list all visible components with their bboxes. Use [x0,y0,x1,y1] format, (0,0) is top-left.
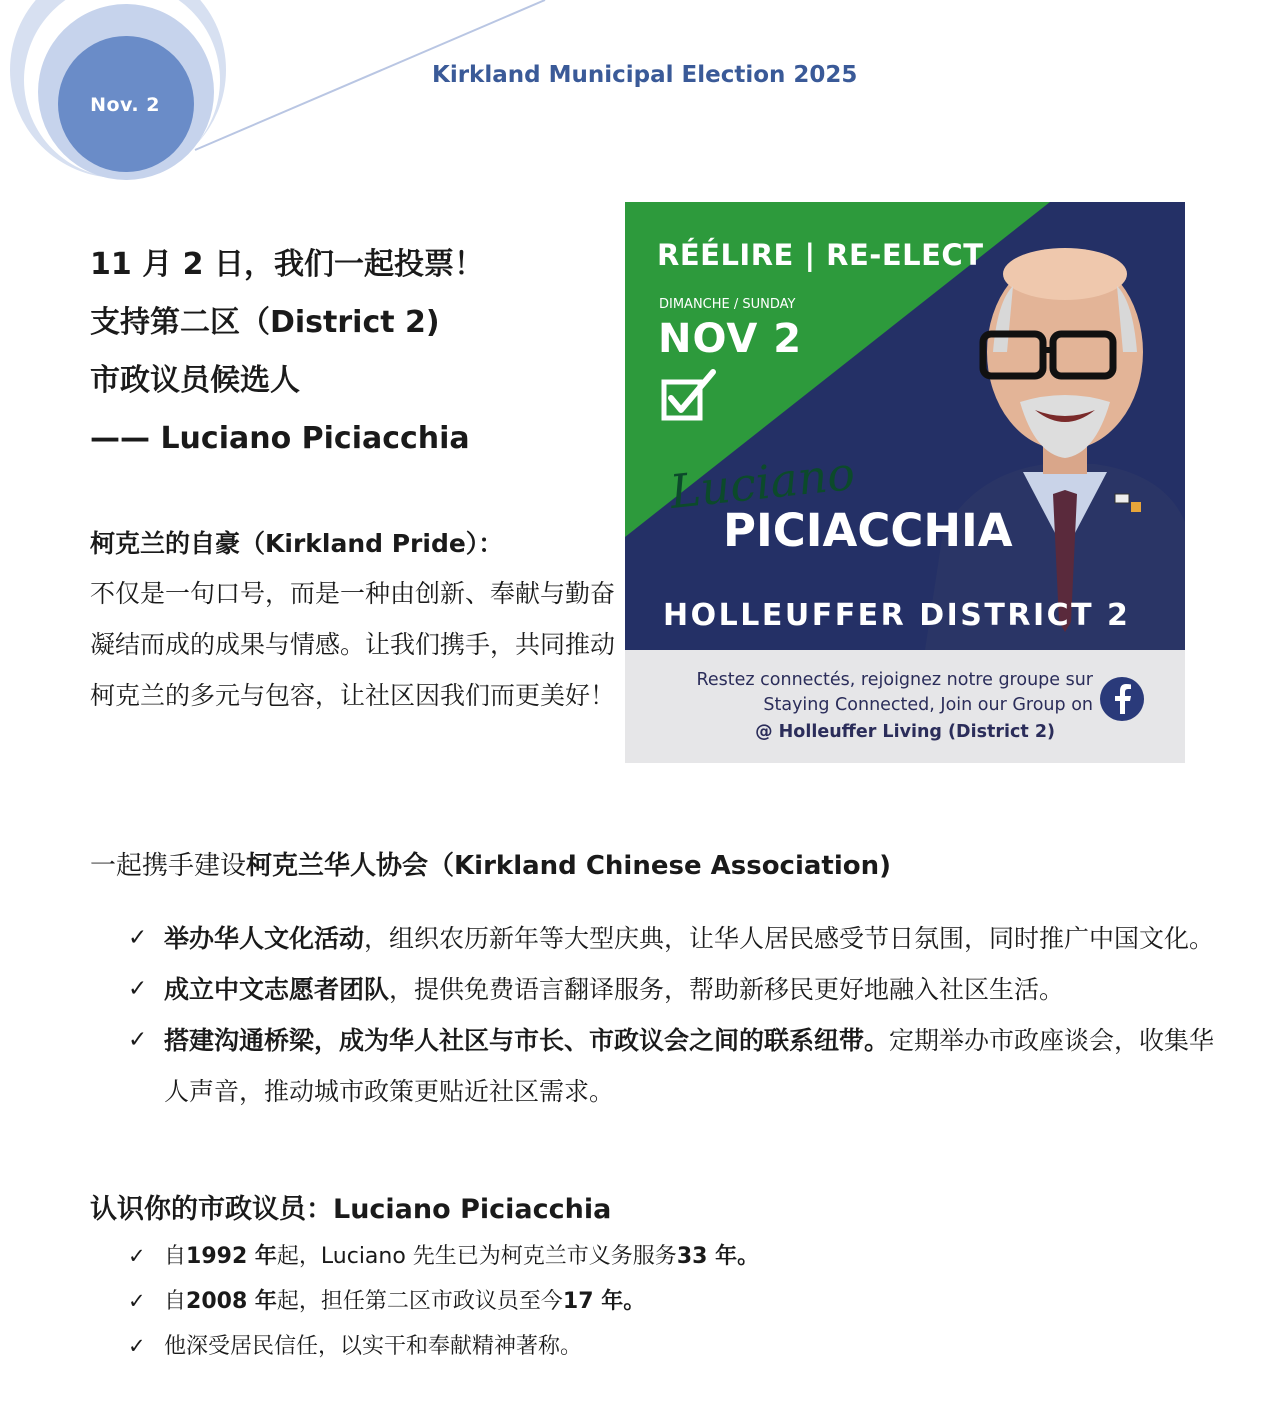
association-prefix: 一起携手建设 [90,851,247,881]
headline [90,236,484,468]
poster-district: HOLLEUFFER DISTRICT 2 [663,598,1131,633]
kirkland-pride-section [90,520,615,721]
headline-line-2: 支持第二区（District 2) [90,305,440,340]
item-text: 自 [164,1289,187,1314]
association-heading [90,842,891,890]
poster-footer [625,650,1185,763]
facebook-icon [1099,676,1145,722]
item-bold: 举办华人文化活动 [164,924,365,953]
headline-line-1: 11 月 2 日，我们一起投票！ [90,247,484,282]
association-list [128,913,1218,1117]
check-icon: ✓ [128,1289,146,1313]
poster-footer-fr: Restez connectés, rejoignez notre groupe sur [696,670,1093,690]
poster-date: NOV 2 [658,316,803,362]
date-badge: Nov. 2 [90,94,160,116]
ballot-check-icon [661,368,717,424]
item-text: 他深受居民信任，以实干和奉献精神著称。 [164,1334,583,1359]
page-title: Kirkland Municipal Election 2025 [432,62,858,88]
list-item [128,1324,759,1369]
pride-body: 不仅是一句口号，而是一种由创新、奉献与勤奋凝结而成的成果与情感。让我们携手，共同推动柯克兰的多元与包容，让社区因我们而更美好！ [90,579,616,710]
check-icon: ✓ [128,1027,148,1053]
check-icon: ✓ [128,1244,146,1268]
headline-line-3: 市政议员候选人 [90,363,300,398]
headline-line-4: —— Luciano Piciacchia [90,421,470,456]
councillor-list [128,1234,759,1369]
item-bold: 2008 年 [186,1289,277,1314]
campaign-poster [625,202,1185,763]
list-item [128,1234,759,1279]
list-item [128,1279,759,1324]
list-item [128,964,1218,1015]
poster-footer-group: @ Holleuffer Living (District 2) [755,722,1055,742]
poster-reelect: RÉÉLIRE | RE-ELECT [657,238,984,272]
association-name: 柯克兰华人协会（Kirkland Chinese Association) [246,851,892,881]
item-bold: 成立中文志愿者团队 [164,975,390,1004]
poster-first-name: Luciano [667,445,858,519]
councillor-title: 认识你的市政议员：Luciano Piciacchia [90,1194,612,1225]
check-icon: ✓ [128,925,148,951]
pride-title: 柯克兰的自豪（Kirkland Pride）： [90,529,504,558]
item-text: ，组织农历新年等大型庆典，让华人居民感受节日氛围，同时推广中国文化。 [364,924,1215,953]
poster-day: DIMANCHE / SUNDAY [659,297,796,312]
list-item [128,1015,1218,1117]
item-bold: 1992 年 [186,1244,277,1269]
list-item [128,913,1218,964]
item-bold: 33 年。 [676,1244,760,1269]
item-text: ，提供免费语言翻译服务，帮助新移民更好地融入社区生活。 [389,975,1065,1004]
item-bold: 搭建沟通桥梁，成为华人社区与市长、市政议会之间的联系纽带。 [164,1026,890,1055]
item-bold: 17 年。 [562,1289,646,1314]
item-text: 起，Luciano 先生已为柯克兰市义务服务 [276,1244,677,1269]
item-text: 定期举办市政座谈会，收集华人声音，推动城市政策更贴近社区需求。 [164,1026,1215,1106]
poster-footer-en: Staying Connected, Join our Group on [763,695,1093,715]
item-text: 起，担任第二区市政议员至今 [276,1289,563,1314]
poster-last-name: PICIACCHIA [723,504,1013,557]
check-icon: ✓ [128,1334,146,1358]
item-text: 自 [164,1244,187,1269]
check-icon: ✓ [128,976,148,1002]
